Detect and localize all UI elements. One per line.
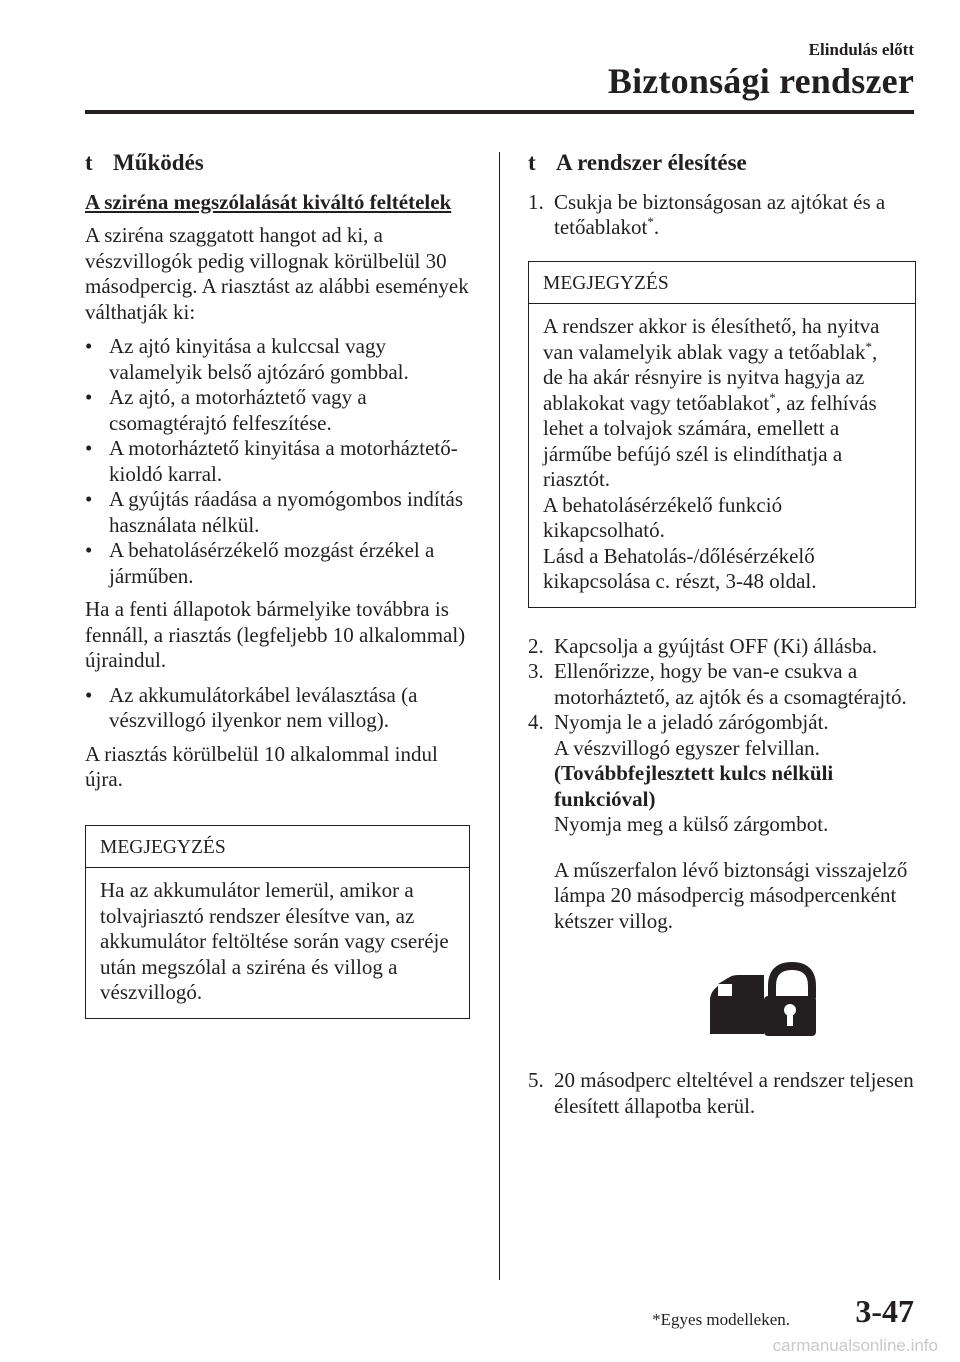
note-body: A rendszer akkor is élesíthető, ha nyitva van valamelyik ablak vagy a tetőablak*, de ha akár résnyire is nyitva hagyja az ablakokat vagy tetőablakot*, az felhívás lehet a tolvajok számára, emellett a járműbe befújó szél is elindíthatja a riasztót. A behatolásérzékelő funkció kikapcsolható. Lásd a Behatolás-/dőlésérzékelő kikapcsolása c. részt, 3-48 oldal. (543, 314, 880, 593)
note-title: MEGJEGYZÉS (86, 826, 469, 869)
section-heading-text: Működés (113, 150, 204, 175)
section-heading-arming (528, 150, 916, 176)
step-item: 2. Kapcsolja a gyújtást OFF (Ki) állásba. (528, 633, 878, 658)
bullet-icon: • (85, 334, 93, 358)
page-number: 3-47 (855, 1293, 914, 1329)
security-indicator-figure (528, 962, 916, 1038)
list-item: • A gyújtás ráadása a nyomógombos indítás használata nélkül. (85, 487, 464, 537)
intro-paragraph: A sziréna szaggatott hangot ad ki, a vészvillogók pedig villognak körülbelül 30 másodpercig. A riasztást az alábbi események válthatják ki: (85, 223, 469, 324)
steps-list-1 (528, 190, 916, 241)
step-number: 5. (528, 1068, 544, 1092)
bullet-icon: • (85, 538, 93, 562)
watermark: carmanualsonline.info (772, 1336, 938, 1355)
header-rule (85, 110, 914, 114)
list-item: • Az akkumulátorkábel leválasztása (a vészvillogó ilyenkor nem villog). (85, 682, 418, 732)
section-marker: t (85, 150, 93, 175)
bullet-icon: • (85, 436, 93, 460)
section-heading-operation (85, 150, 470, 176)
step-number: 1. (528, 189, 544, 214)
bullet-icon: • (85, 682, 93, 707)
battery-list (85, 683, 470, 734)
section-heading-text: A rendszer élesítése (556, 150, 747, 175)
retrigger-paragraph: Ha a fenti állapotok bármelyike továbbra is fennáll, a riasztás (legfeljebb 10 alkalommal) újraindul. (85, 597, 466, 672)
left-column (85, 150, 470, 1019)
list-item: • A behatolásérzékelő mozgást érzékel a járműben. (85, 538, 435, 588)
restart-paragraph: A riasztás körülbelül 10 alkalommal indul újra. (85, 741, 438, 791)
car-with-padlock-icon (706, 962, 818, 1038)
footer-note: *Egyes modelleken. (652, 1310, 790, 1329)
column-divider (499, 152, 500, 1280)
step-item: 5. 20 másodperc elteltével a rendszer teljesen élesített állapotba kerül. (528, 1068, 914, 1118)
steps-list-3 (528, 1068, 916, 1119)
page-title: Biztonsági rendszer (607, 61, 914, 101)
header-section: Elindulás előtt (808, 40, 914, 59)
list-item: • A motorháztető kinyitása a motorháztető-kioldó karral. (85, 436, 458, 486)
list-item: • Az ajtó kinyitása a kulccsal vagy valamelyik belső ajtózáró gombbal. (85, 334, 409, 384)
section-marker: t (528, 150, 536, 175)
subheading-siren-conditions: A sziréna megszólalását kiváltó feltételek (85, 189, 452, 214)
list-item: • Az ajtó, a motorháztető vagy a csomagtérajtó felfeszítése. (85, 385, 367, 435)
bullet-icon: • (85, 385, 93, 409)
bullet-icon: • (85, 487, 93, 511)
note-box (85, 825, 470, 1019)
steps-list-2 (528, 634, 916, 935)
step-number: 3. (528, 659, 544, 683)
trigger-list (85, 334, 470, 589)
step-item: 1. Csukja be biztonságosan az ajtókat és a tetőablakot*. (528, 189, 886, 239)
step-number: 2. (528, 633, 544, 658)
step-item: 3. Ellenőrizze, hogy be van-e csukva a motorháztető, az ajtók és a csomagtérajtó. (528, 659, 907, 709)
note-box (528, 261, 916, 608)
step-item: 4. Nyomja le a jeladó zárógombját. A vészvillogó egyszer felvillan. (Továbbfejlesztett kulcs nélküli funkcióval) Nyomja meg a külső zárgombot. A műszerfalon lévő biztonsági visszajelző lámpa 20 másodpercig másodpercenként kétszer villog. (528, 710, 908, 933)
note-body: Ha az akkumulátor lemerül, amikor a tolvajriasztó rendszer élesítve van, az akkumulátor feltöltése során vagy cseréje után megszólal a sziréna és villog a vészvillogó. (100, 878, 449, 1004)
step-number: 4. (528, 710, 544, 734)
right-column (528, 150, 916, 1119)
note-title: MEGJEGYZÉS (529, 262, 915, 305)
